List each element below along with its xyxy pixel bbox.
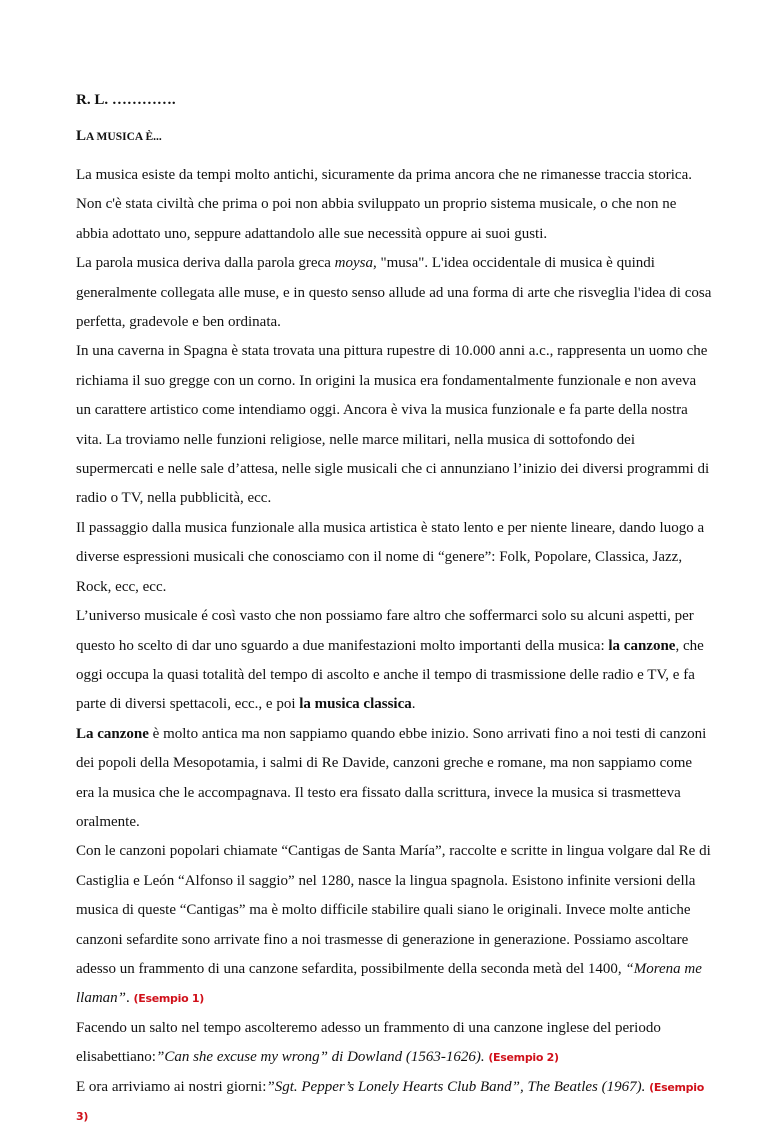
song-title-1: “Morena me llaman” [76, 960, 702, 1007]
paragraph-1-text: La musica esiste da tempi molto antichi, sicuramente da prima ancora che ne rimanesse traccia storica. Non c'è stata civiltà che prima o poi non abbia sviluppato un proprio sistema musicale, o che non ne abbia adottato uno, seppure adattandolo alle sue necessità oppure ai suoi gusti. [76, 167, 692, 242]
paragraph-6 [76, 720, 712, 838]
paragraph-2-text-b: , "musa". L'idea occidentale di musica è quindi generalmente collegata alle muse, e in questo senso allude ad una forma di arte che risveglia l'idea di cosa perfetta, gradevole e ben ordinata. [76, 255, 712, 331]
song-title-2: ”Can she excuse my wrong” di Dowland (1563-1626). [155, 1049, 485, 1066]
paragraph-2 [76, 249, 712, 337]
paragraph-7 [76, 837, 712, 1013]
paragraph-4-text: Il passaggio dalla musica funzionale alla musica artistica è stato lento e per niente lineare, dando luogo a diverse espressioni musicali che conosciamo con il nome di “genere”: Folk, Popolare, Classica, Jazz, Rock, ecc, ecc. [76, 519, 705, 595]
bold-canzone: la canzone [608, 637, 676, 654]
paragraph-5-text-a: L’universo musicale é così vasto che non possiamo fare altro che soffermarci solo su alcuni aspetti, per questo ho scelto di dar uno sguardo a due manifestazioni molto importanti della musica: [76, 608, 694, 654]
document-page [76, 90, 712, 1131]
bold-musica-classica: la musica classica [299, 696, 412, 713]
paragraph-3-text: In una caverna in Spagna è stata trovata una pittura rupestre di 10.000 anni a.c., rappresenta un uomo che richiama il suo gregge con un corno. In origini la musica era fondamentalmente funzionale e non aveva un carattere artistico come intendiamo oggi. Ancora è viva la musica funzionale e fa parte della nostra vita. La troviamo nelle funzioni religiose, nelle marce militari, nella musica di sottofondo dei supermercati e nelle sale d’attesa, nelle sigle musicali che ci annunziano l’inizio dei diversi programmi di radio o TV, nella pubblicità, ecc. [76, 343, 710, 507]
example-tag-1: (Esempio 1) [133, 992, 204, 1006]
section-heading [76, 126, 712, 147]
heading-initial: L [76, 128, 87, 144]
heading-rest: A MUSICA È... [86, 131, 162, 143]
paragraph-5-text-b: , che oggi occupa la quasi totalità del tempo di ascolto e anche il tempo di trasmissione delle radio e TV, e fa parte di diversi spettacoli, ecc., e poi [76, 637, 704, 713]
example-tag-3: (Esempio 3) [76, 1080, 704, 1123]
song-title-3: ”Sgt. Pepper’s Lonely Hearts Club Band”, The Beatles (1967). [266, 1078, 646, 1095]
paragraph-4 [76, 514, 712, 602]
paragraph-3 [76, 337, 712, 513]
paragraph-9-text-a: E ora arriviamo ai nostri giorni: [76, 1078, 267, 1095]
paragraph-8-text-a: Facendo un salto nel tempo ascolteremo adesso un frammento di una canzone inglese del periodo elisabettiano: [76, 1019, 661, 1066]
paragraph-2-text-a: La parola musica deriva dalla parola greca [76, 255, 335, 272]
paragraph-1 [76, 161, 712, 249]
bold-la-canzone: La canzone [76, 725, 149, 742]
body-text [76, 161, 712, 1131]
greek-word: moysa [334, 255, 373, 272]
example-tag-2: (Esempio 2) [488, 1051, 559, 1065]
paragraph-5-text-c: . [411, 696, 416, 713]
paragraph-9 [76, 1073, 712, 1131]
paragraph-5 [76, 602, 712, 720]
paragraph-7-text-b: . [126, 990, 134, 1007]
paragraph-6-text: è molto antica ma non sappiamo quando ebbe inizio. Sono arrivati fino a noi testi di canzoni dei popoli della Mesopotamia, i salmi di Re Davide, canzoni greche e romane, ma non sappiamo come era la musica che le accompagnava. Il testo era fissato dalla scrittura, invece la musica si trasmetteva oralmente. [76, 725, 707, 830]
author-line: R. L. …………. [76, 92, 176, 108]
paragraph-8 [76, 1014, 712, 1073]
paragraph-7-text-a: Con le canzoni popolari chiamate “Cantigas de Santa María”, raccolte e scritte in lingua volgare dal Re di Castiglia e León “Alfonso il saggio” nel 1280, nasce la lingua spagnola. Esistono infinite versioni della musica di queste “Cantigas” ma è molto difficile stabilire quali siano le originali. Invece molte antiche canzoni sefardite sono arrivate fino a noi trasmesse di generazione in generazione. Possiamo ascoltare adesso un frammento di una canzone sefardita, possibilmente della seconda metà del 1400, [76, 843, 711, 977]
